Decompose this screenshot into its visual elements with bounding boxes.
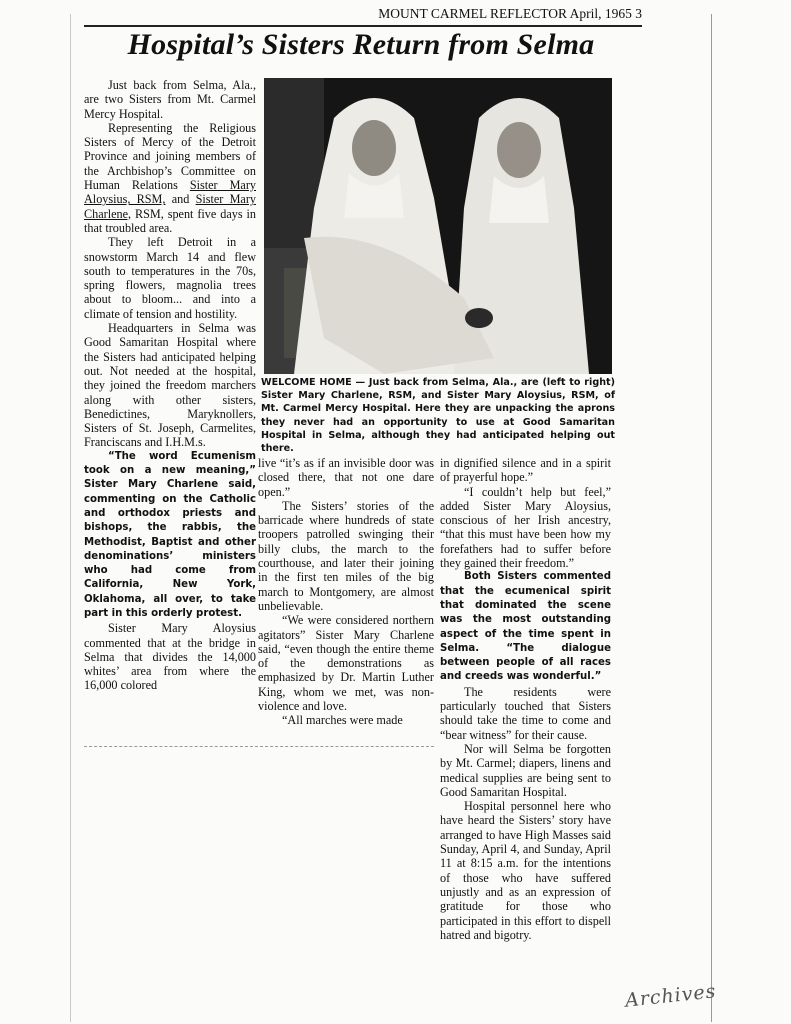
photo-illustration [264, 78, 612, 374]
text-run: and [165, 192, 196, 207]
paragraph: They left Detroit in a snowstorm March 14 and flew south to temperatures in the 70s, spring flowers, magnolia trees about to bloom... and into a climate of tension and hostility. [84, 235, 256, 321]
paragraph: Sister Mary Aloysius commented that at the bridge in Selma that divides the 14,000 whites’ area from where the 16,000 colored [84, 621, 256, 693]
name-sister-aloysius: Sister Mary Aloysius, RSM, [84, 178, 256, 207]
photo-two-sisters [264, 78, 612, 374]
masthead-rule [84, 25, 642, 27]
headline: Hospital’s Sisters Return from Selma [127, 28, 595, 61]
paragraph: “We were considered northern agitators” Sister Mary Charlene said, “even though the entire theme of the demonstrations as emphasized by Dr. Martin Luther King, whom we met, was non-violence and love. [258, 613, 434, 714]
text-run: RSM, spent five days in that troubled area. [84, 206, 256, 235]
article-column-1 [84, 78, 256, 693]
handwritten-note: Archives [624, 980, 718, 1012]
name-sister-charlene: Sister Mary Charlene, [84, 192, 256, 221]
paragraph: “All marches were made [282, 713, 403, 728]
paragraph: in dignified silence and in a spirit of prayerful hope.” [440, 456, 611, 485]
article-column-3 [440, 456, 611, 942]
paragraph: Hospital personnel here who have heard the Sisters’ story have arranged to have High Masses said Sunday, April 4, and Sunday, April 11 at 8:15 a.m. for the intentions of those who have suffered unjustly and as an expression of gratitude for those who participated in this effort to dispell hatred and bigotry. [440, 799, 611, 942]
paragraph: The residents were particularly touched that Sisters should take the time to come and “bear witness” for their cause. [440, 684, 611, 742]
paragraph [84, 121, 256, 235]
photo-caption: WELCOME HOME — Just back from Selma, Ala., are (left to right) Sister Mary Charlene, RSM, and Sister Mary Aloysius, RSM, of Mt. Carmel Mercy Hospital. Here they are unpacking the aprons they never had an opportunity to use at Good Samaritan Hospital in Selma, although they had anticipated helping out there. [261, 377, 615, 455]
paragraph: Headquarters in Selma was Good Samaritan Hospital where the Sisters had anticipated helping out. Not needed at the hospital, they joined the freedom marchers along with other sisters, Benedictines, Maryknollers, Sisters of St. Joseph, Carmelites, Franciscans and I.H.M.s. [84, 321, 256, 450]
quote-paragraph: Both Sisters commented that the ecumenical spirit that dominated the scene was the most outstanding aspect of the time spent in Selma. “The dialogue between people of all races and creeds was wonderful.” [440, 571, 611, 683]
masthead: MOUNT CARMEL REFLECTOR April, 1965 3 [378, 6, 642, 21]
paragraph: live “it’s as if an invisible door was closed there, that not one dare open.” [258, 456, 434, 499]
article-column-2 [258, 456, 434, 728]
paragraph: Just back from Selma, Ala., are two Sisters from Mt. Carmel Mercy Hospital. [84, 78, 256, 121]
paragraph: “I couldn’t help but feel,” added Sister Mary Aloysius, conscious of her Irish ancestry, “that this must have been how my forefathers had to suffer before they gained their freedom.” [440, 484, 611, 571]
text-run: Representing the Religious Sisters of Mercy of the Detroit Province and joining members of the Archbishop’s Committee on Human Relations [84, 120, 256, 193]
paragraph: The Sisters’ stories of the barricade where hundreds of state troopers patrolled swinging their billy clubs, the march to the courthouse, and later their joining in the first ten miles of the big march to Montgomery, are almost unbelievable. [258, 498, 434, 613]
quote-paragraph: “The word Ecumenism took on a new meaning,” Sister Mary Charlene said, commenting on the Catholic and orthodox priests and bishops, the rabbis, the Methodist, Baptist and other denominations’ ministers who had come from California, New York, Oklahoma, all over, to take part in this orderly protest. [84, 450, 256, 619]
paragraph: Nor will Selma be forgotten by Mt. Carmel; diapers, linens and medical supplies are being sent to Good Samaritan Hospital. [440, 741, 611, 799]
column-end-rule [84, 746, 434, 747]
